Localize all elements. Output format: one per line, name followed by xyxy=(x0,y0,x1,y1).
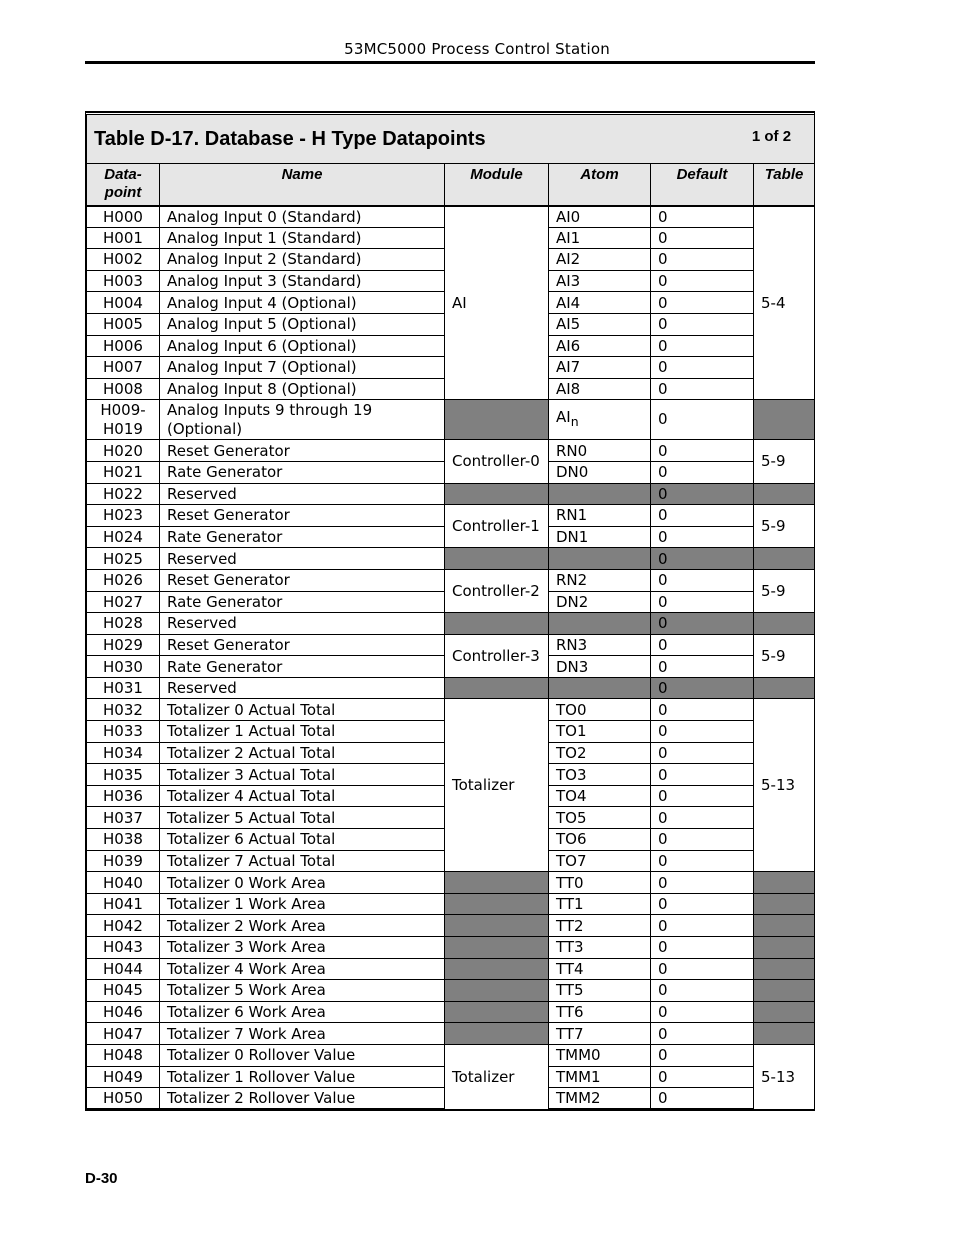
name-cell: Totalizer 2 Work Area xyxy=(160,915,445,937)
table-row xyxy=(87,206,815,228)
name-cell: Analog Input 2 (Standard) xyxy=(160,249,445,271)
datapoint-cell: H034 xyxy=(87,742,160,764)
atom-cell: DN2 xyxy=(549,591,651,613)
datapoint-cell: H030 xyxy=(87,656,160,678)
module-cell-shaded xyxy=(445,548,549,570)
table-row xyxy=(87,1001,815,1023)
datapoint-cell: H028 xyxy=(87,613,160,635)
atom-cell xyxy=(549,483,651,505)
table-ref-cell-shaded xyxy=(754,893,815,915)
page-indicator: 1 of 2 xyxy=(751,127,792,145)
atom-cell: DN0 xyxy=(549,461,651,483)
default-cell: 0 xyxy=(651,526,754,548)
module-cell: Controller-0 xyxy=(445,440,549,483)
col-header-default: Default xyxy=(651,164,754,206)
module-cell: Totalizer xyxy=(445,1044,549,1109)
default-cell: 0 xyxy=(651,613,754,635)
name-cell: Totalizer 1 Work Area xyxy=(160,893,445,915)
default-cell: 0 xyxy=(651,656,754,678)
header-rule xyxy=(85,61,815,64)
table-row xyxy=(87,1044,815,1066)
name-cell: Totalizer 7 Actual Total xyxy=(160,850,445,872)
col-header-atom: Atom xyxy=(549,164,651,206)
datapoint-cell: H038 xyxy=(87,829,160,851)
datapoint-cell: H009- H019 xyxy=(87,400,160,440)
table-ref-cell: 5-9 xyxy=(754,440,815,483)
datapoint-cell: H026 xyxy=(87,569,160,591)
atom-cell: AI0 xyxy=(549,206,651,228)
table-ref-cell: 5-9 xyxy=(754,569,815,612)
table-row xyxy=(87,505,815,527)
default-cell: 0 xyxy=(651,850,754,872)
default-cell: 0 xyxy=(651,677,754,699)
atom-cell: TO4 xyxy=(549,785,651,807)
datapoint-cell: H047 xyxy=(87,1023,160,1045)
name-cell: Analog Input 5 (Optional) xyxy=(160,313,445,335)
atom-cell: RN1 xyxy=(549,505,651,527)
table-ref-cell: 5-4 xyxy=(754,206,815,400)
name-cell: Totalizer 4 Actual Total xyxy=(160,785,445,807)
atom-cell: TO6 xyxy=(549,829,651,851)
col-header-table: Table xyxy=(754,164,815,206)
atom-cell: AI5 xyxy=(549,313,651,335)
module-cell-shaded xyxy=(445,893,549,915)
atom-cell: DN1 xyxy=(549,526,651,548)
default-cell: 0 xyxy=(651,400,754,440)
table-ref-cell: 5-13 xyxy=(754,1044,815,1109)
table-row xyxy=(87,937,815,959)
datapoint-cell: H005 xyxy=(87,313,160,335)
datapoint-cell: H050 xyxy=(87,1088,160,1110)
datapoint-cell: H023 xyxy=(87,505,160,527)
table-row xyxy=(87,915,815,937)
name-cell: Totalizer 5 Work Area xyxy=(160,980,445,1002)
name-cell: Reset Generator xyxy=(160,440,445,462)
module-cell: Controller-1 xyxy=(445,505,549,548)
datapoint-cell: H029 xyxy=(87,634,160,656)
datapoint-cell: H031 xyxy=(87,677,160,699)
module-cell-shaded xyxy=(445,915,549,937)
datapoint-cell: H041 xyxy=(87,893,160,915)
atom-cell: AI3 xyxy=(549,270,651,292)
name-cell: Totalizer 2 Rollover Value xyxy=(160,1088,445,1110)
table-row xyxy=(87,548,815,570)
name-cell: Analog Input 7 (Optional) xyxy=(160,357,445,379)
module-cell: AI xyxy=(445,206,549,400)
default-cell: 0 xyxy=(651,958,754,980)
default-cell: 0 xyxy=(651,764,754,786)
table-ref-cell-shaded xyxy=(754,872,815,894)
table-ref-cell: 5-13 xyxy=(754,699,815,872)
name-cell: Totalizer 0 Rollover Value xyxy=(160,1044,445,1066)
table-row xyxy=(87,677,815,699)
default-cell: 0 xyxy=(651,829,754,851)
name-cell: Totalizer 1 Actual Total xyxy=(160,721,445,743)
atom-cell xyxy=(549,677,651,699)
table-ref-cell: 5-9 xyxy=(754,634,815,677)
table-ref-cell-shaded xyxy=(754,937,815,959)
default-cell: 0 xyxy=(651,634,754,656)
atom-cell: TMM0 xyxy=(549,1044,651,1066)
table-row xyxy=(87,958,815,980)
name-cell: Reserved xyxy=(160,613,445,635)
atom-cell: TMM1 xyxy=(549,1066,651,1088)
table-title: Table D-17. Database - H Type Datapoints xyxy=(94,127,486,150)
atom-cell: TO7 xyxy=(549,850,651,872)
datapoint-cell: H007 xyxy=(87,357,160,379)
name-cell: Totalizer 6 Work Area xyxy=(160,1001,445,1023)
default-cell: 0 xyxy=(651,915,754,937)
column-header-row xyxy=(87,164,815,206)
datapoint-cell: H039 xyxy=(87,850,160,872)
datapoint-cell: H027 xyxy=(87,591,160,613)
table-ref-cell-shaded xyxy=(754,915,815,937)
name-cell: Totalizer 7 Work Area xyxy=(160,1023,445,1045)
atom-cell: AI8 xyxy=(549,378,651,400)
datapoint-cell: H049 xyxy=(87,1066,160,1088)
datapoint-cell: H036 xyxy=(87,785,160,807)
module-cell-shaded xyxy=(445,872,549,894)
atom-cell: AI2 xyxy=(549,249,651,271)
default-cell: 0 xyxy=(651,742,754,764)
default-cell: 0 xyxy=(651,483,754,505)
default-cell: 0 xyxy=(651,591,754,613)
col-header-name: Name xyxy=(160,164,445,206)
module-cell-shaded xyxy=(445,1023,549,1045)
atom-cell: TT7 xyxy=(549,1023,651,1045)
default-cell: 0 xyxy=(651,461,754,483)
atom-cell xyxy=(549,548,651,570)
table-row xyxy=(87,483,815,505)
name-cell: Rate Generator xyxy=(160,591,445,613)
datapoint-cell: H008 xyxy=(87,378,160,400)
name-cell: Totalizer 5 Actual Total xyxy=(160,807,445,829)
default-cell: 0 xyxy=(651,807,754,829)
default-cell: 0 xyxy=(651,893,754,915)
table-ref-cell-shaded xyxy=(754,1023,815,1045)
name-cell: Totalizer 6 Actual Total xyxy=(160,829,445,851)
name-cell: Reserved xyxy=(160,548,445,570)
default-cell: 0 xyxy=(651,357,754,379)
atom-cell: RN2 xyxy=(549,569,651,591)
name-cell: Analog Input 8 (Optional) xyxy=(160,378,445,400)
name-cell: Analog Input 3 (Standard) xyxy=(160,270,445,292)
datapoint-cell: H048 xyxy=(87,1044,160,1066)
name-cell: Totalizer 3 Work Area xyxy=(160,937,445,959)
datapoint-cell: H037 xyxy=(87,807,160,829)
name-cell: Analog Input 6 (Optional) xyxy=(160,335,445,357)
datapoint-cell: H002 xyxy=(87,249,160,271)
default-cell: 0 xyxy=(651,206,754,228)
default-cell: 0 xyxy=(651,227,754,249)
table-ref-cell-shaded xyxy=(754,677,815,699)
table-row xyxy=(87,613,815,635)
atom-cell: TMM2 xyxy=(549,1088,651,1110)
datapoint-cell: H024 xyxy=(87,526,160,548)
atom-cell: TO0 xyxy=(549,699,651,721)
default-cell: 0 xyxy=(651,440,754,462)
module-cell: Controller-3 xyxy=(445,634,549,677)
name-cell: Reset Generator xyxy=(160,569,445,591)
table-row xyxy=(87,440,815,462)
name-cell: Analog Inputs 9 through 19 (Optional) xyxy=(160,400,445,440)
name-cell: Totalizer 4 Work Area xyxy=(160,958,445,980)
col-header-module: Module xyxy=(445,164,549,206)
datapoint-cell: H004 xyxy=(87,292,160,314)
datapoint-cell: H044 xyxy=(87,958,160,980)
atom-cell: TT0 xyxy=(549,872,651,894)
table-row xyxy=(87,893,815,915)
datapoint-cell: H033 xyxy=(87,721,160,743)
atom-cell: TT3 xyxy=(549,937,651,959)
default-cell: 0 xyxy=(651,249,754,271)
datapoint-cell: H021 xyxy=(87,461,160,483)
name-cell: Totalizer 3 Actual Total xyxy=(160,764,445,786)
default-cell: 0 xyxy=(651,313,754,335)
name-cell: Totalizer 0 Work Area xyxy=(160,872,445,894)
datapoint-cell: H045 xyxy=(87,980,160,1002)
atom-cell: DN3 xyxy=(549,656,651,678)
default-cell: 0 xyxy=(651,378,754,400)
table-ref-cell-shaded xyxy=(754,613,815,635)
table-ref-cell-shaded xyxy=(754,980,815,1002)
module-cell-shaded xyxy=(445,1001,549,1023)
datapoint-table xyxy=(85,111,815,1111)
atom-cell: AI4 xyxy=(549,292,651,314)
module-cell-shaded xyxy=(445,937,549,959)
atom-cell: TT1 xyxy=(549,893,651,915)
atom-cell: TO5 xyxy=(549,807,651,829)
atom-cell: RN0 xyxy=(549,440,651,462)
table-title-row xyxy=(87,114,815,164)
table-row xyxy=(87,569,815,591)
name-cell: Analog Input 1 (Standard) xyxy=(160,227,445,249)
datapoint-cell: H022 xyxy=(87,483,160,505)
atom-cell: TT2 xyxy=(549,915,651,937)
default-cell: 0 xyxy=(651,980,754,1002)
table-ref-cell-shaded xyxy=(754,958,815,980)
module-cell-shaded xyxy=(445,958,549,980)
name-cell: Reserved xyxy=(160,483,445,505)
atom-cell xyxy=(549,613,651,635)
default-cell: 0 xyxy=(651,785,754,807)
module-cell-shaded xyxy=(445,613,549,635)
name-cell: Reset Generator xyxy=(160,505,445,527)
default-cell: 0 xyxy=(651,335,754,357)
atom-cell: TO2 xyxy=(549,742,651,764)
datapoint-cell: H000 xyxy=(87,206,160,228)
name-cell: Totalizer 1 Rollover Value xyxy=(160,1066,445,1088)
atom-cell: AI6 xyxy=(549,335,651,357)
name-cell: Rate Generator xyxy=(160,526,445,548)
datapoint-cell: H035 xyxy=(87,764,160,786)
default-cell: 0 xyxy=(651,505,754,527)
default-cell: 0 xyxy=(651,1066,754,1088)
name-cell: Rate Generator xyxy=(160,461,445,483)
default-cell: 0 xyxy=(651,548,754,570)
atom-cell: AI1 xyxy=(549,227,651,249)
default-cell: 0 xyxy=(651,292,754,314)
table-row xyxy=(87,400,815,440)
table-row xyxy=(87,634,815,656)
atom-cell: TO3 xyxy=(549,764,651,786)
module-cell-shaded xyxy=(445,677,549,699)
datapoint-cell: H043 xyxy=(87,937,160,959)
table-row xyxy=(87,699,815,721)
name-cell: Reserved xyxy=(160,677,445,699)
name-cell: Reset Generator xyxy=(160,634,445,656)
table-row xyxy=(87,1023,815,1045)
table-ref-cell-shaded xyxy=(754,400,815,440)
atom-cell: TT6 xyxy=(549,1001,651,1023)
table-ref-cell: 5-9 xyxy=(754,505,815,548)
atom-cell: AI7 xyxy=(549,357,651,379)
running-header: 53MC5000 Process Control Station xyxy=(344,40,610,58)
table-row xyxy=(87,872,815,894)
name-cell: Totalizer 2 Actual Total xyxy=(160,742,445,764)
default-cell: 0 xyxy=(651,1001,754,1023)
module-cell-shaded xyxy=(445,483,549,505)
module-cell-shaded xyxy=(445,980,549,1002)
atom-cell: TT4 xyxy=(549,958,651,980)
table-body xyxy=(87,206,815,1110)
datapoint-cell: H020 xyxy=(87,440,160,462)
page-number: D-30 xyxy=(85,1170,118,1187)
datapoint-cell: H040 xyxy=(87,872,160,894)
table-ref-cell-shaded xyxy=(754,548,815,570)
datapoint-cell: H032 xyxy=(87,699,160,721)
default-cell: 0 xyxy=(651,1044,754,1066)
default-cell: 0 xyxy=(651,1023,754,1045)
datapoint-cell: H006 xyxy=(87,335,160,357)
module-cell: Controller-2 xyxy=(445,569,549,612)
name-cell: Totalizer 0 Actual Total xyxy=(160,699,445,721)
atom-cell: $AI_n$ xyxy=(549,400,651,440)
default-cell: 0 xyxy=(651,569,754,591)
default-cell: 0 xyxy=(651,699,754,721)
datapoint-cell: H042 xyxy=(87,915,160,937)
name-cell: Analog Input 4 (Optional) xyxy=(160,292,445,314)
name-cell: Rate Generator xyxy=(160,656,445,678)
col-header-datapoint: Data- point xyxy=(87,164,160,206)
name-cell: Analog Input 0 (Standard) xyxy=(160,206,445,228)
datapoint-cell: H025 xyxy=(87,548,160,570)
default-cell: 0 xyxy=(651,937,754,959)
module-cell-shaded xyxy=(445,400,549,440)
default-cell: 0 xyxy=(651,721,754,743)
default-cell: 0 xyxy=(651,1088,754,1110)
atom-cell: TT5 xyxy=(549,980,651,1002)
module-cell: Totalizer xyxy=(445,699,549,872)
default-cell: 0 xyxy=(651,270,754,292)
table-ref-cell-shaded xyxy=(754,1001,815,1023)
table-ref-cell-shaded xyxy=(754,483,815,505)
datapoint-cell: H001 xyxy=(87,227,160,249)
atom-cell: TO1 xyxy=(549,721,651,743)
datapoint-cell: H046 xyxy=(87,1001,160,1023)
atom-cell: RN3 xyxy=(549,634,651,656)
table-row xyxy=(87,980,815,1002)
datapoint-cell: H003 xyxy=(87,270,160,292)
default-cell: 0 xyxy=(651,872,754,894)
